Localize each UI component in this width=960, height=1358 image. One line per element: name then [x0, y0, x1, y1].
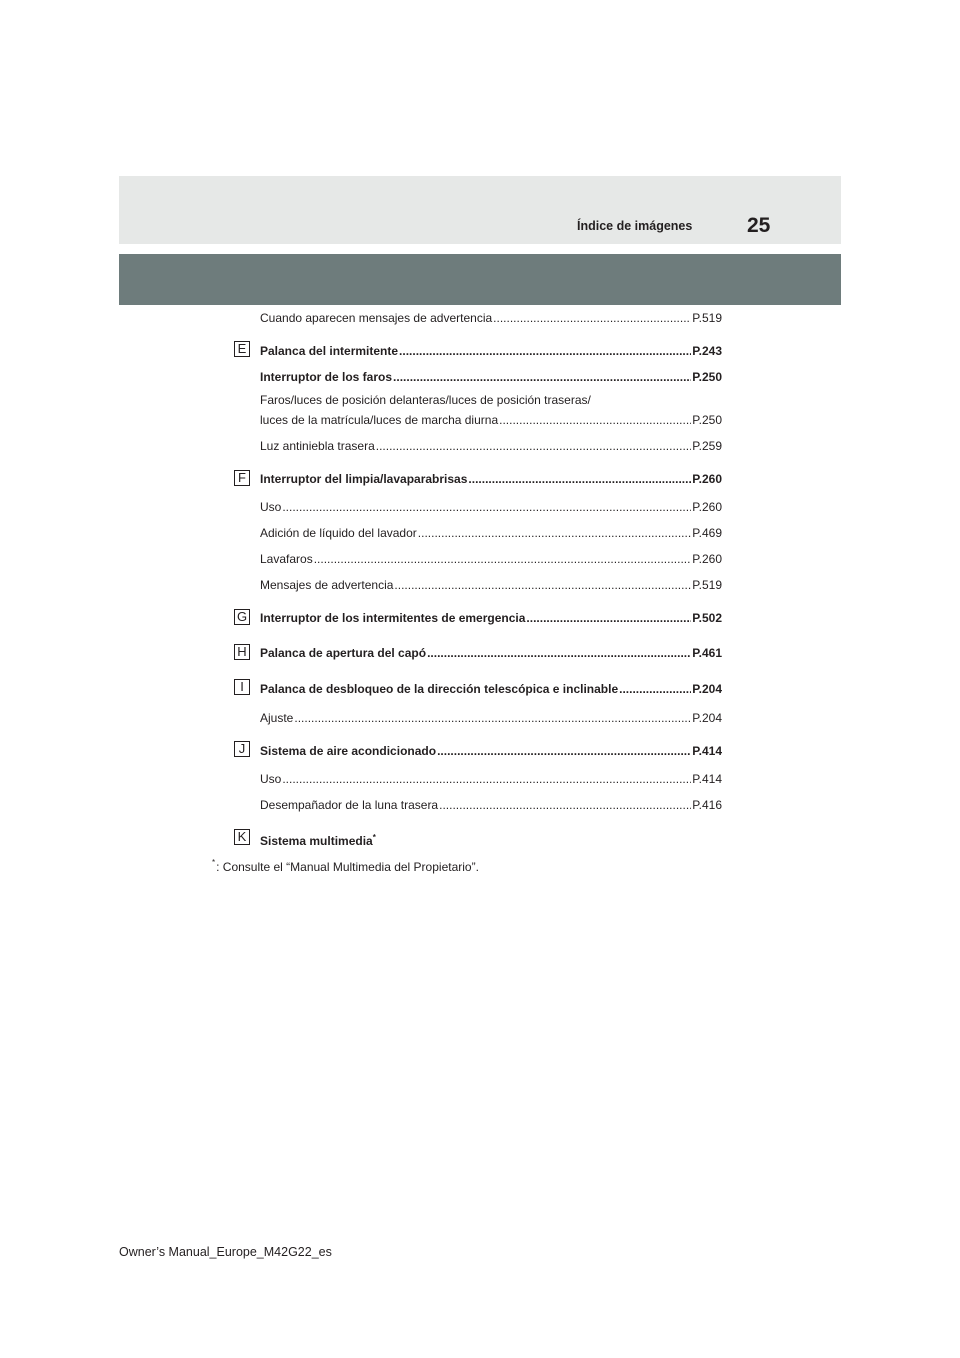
index-entry: Interruptor de los faros ..... P.250 [260, 370, 722, 384]
section-letter-k: K [234, 829, 250, 845]
page-ref[interactable]: P.204 [692, 711, 722, 725]
index-entry: Sistema multimedia* [260, 833, 376, 848]
section-letter-g: G [234, 609, 250, 625]
page-number: 25 [747, 214, 771, 237]
index-entry: Adición de líquido del lavador ..... P.469 [260, 526, 722, 540]
footer-manual-id: Owner’s Manual_Europe_M42G22_es [119, 1245, 332, 1259]
page-ref[interactable]: P.519 [692, 311, 722, 325]
section-letter-e: E [234, 341, 250, 357]
footnote-mark: * [212, 858, 216, 867]
index-entry-line1: Faros/luces de posición delanteras/luces de posición traseras/ [260, 393, 591, 407]
index-entry: Luz antiniebla trasera ..... P.259 [260, 439, 722, 453]
page-ref[interactable]: P.243 [692, 344, 722, 358]
page-ref[interactable]: P.260 [692, 552, 722, 566]
index-entry: Interruptor del limpia/lavaparabrisas ..... P.260 [260, 472, 722, 486]
section-title: Índice de imágenes [577, 219, 693, 233]
index-entry: luces de la matrícula/luces de marcha diurna ..... P.250 [260, 413, 722, 427]
index-entry: Palanca de desbloqueo de la dirección telescópica e inclinable ..... P.204 [260, 682, 722, 696]
page-ref[interactable]: P.414 [692, 772, 722, 786]
footnote: *: Consulte el “Manual Multimedia del Propietario”. [212, 858, 479, 874]
index-entry: Uso ..... P.414 [260, 772, 722, 786]
index-entry: Sistema de aire acondicionado ..... P.414 [260, 744, 722, 758]
index-entry: Uso ..... P.260 [260, 500, 722, 514]
page-ref[interactable]: P.204 [692, 682, 722, 696]
index-entry: Palanca del intermitente ..... P.243 [260, 344, 722, 358]
page-ref[interactable]: P.461 [692, 646, 722, 660]
page-ref[interactable]: P.469 [692, 526, 722, 540]
index-entry: Lavafaros ..... P.260 [260, 552, 722, 566]
section-letter-f: F [234, 470, 250, 486]
section-letter-i: I [234, 679, 250, 695]
index-entry: Interruptor de los intermitentes de emergencia ..... P.502 [260, 611, 722, 625]
index-entry: Desempañador de la luna trasera ..... P.416 [260, 798, 722, 812]
page-ref[interactable]: P.260 [692, 500, 722, 514]
page-ref[interactable]: P.250 [692, 413, 722, 427]
page-ref[interactable]: P.519 [692, 578, 722, 592]
page-ref[interactable]: P.502 [692, 611, 722, 625]
page-ref[interactable]: P.260 [692, 472, 722, 486]
index-entry: Mensajes de advertencia ..... P.519 [260, 578, 722, 592]
page-ref[interactable]: P.259 [692, 439, 722, 453]
page-ref[interactable]: P.416 [692, 798, 722, 812]
footnote-mark: * [372, 833, 376, 842]
index-entry: Palanca de apertura del capó ..... P.461 [260, 646, 722, 660]
section-letter-h: H [234, 644, 250, 660]
index-entry: Cuando aparecen mensajes de advertencia ..... P.519 [260, 311, 722, 325]
section-letter-j: J [234, 741, 250, 757]
page-ref[interactable]: P.250 [692, 370, 722, 384]
page-ref[interactable]: P.414 [692, 744, 722, 758]
index-entry: Ajuste ..... P.204 [260, 711, 722, 725]
